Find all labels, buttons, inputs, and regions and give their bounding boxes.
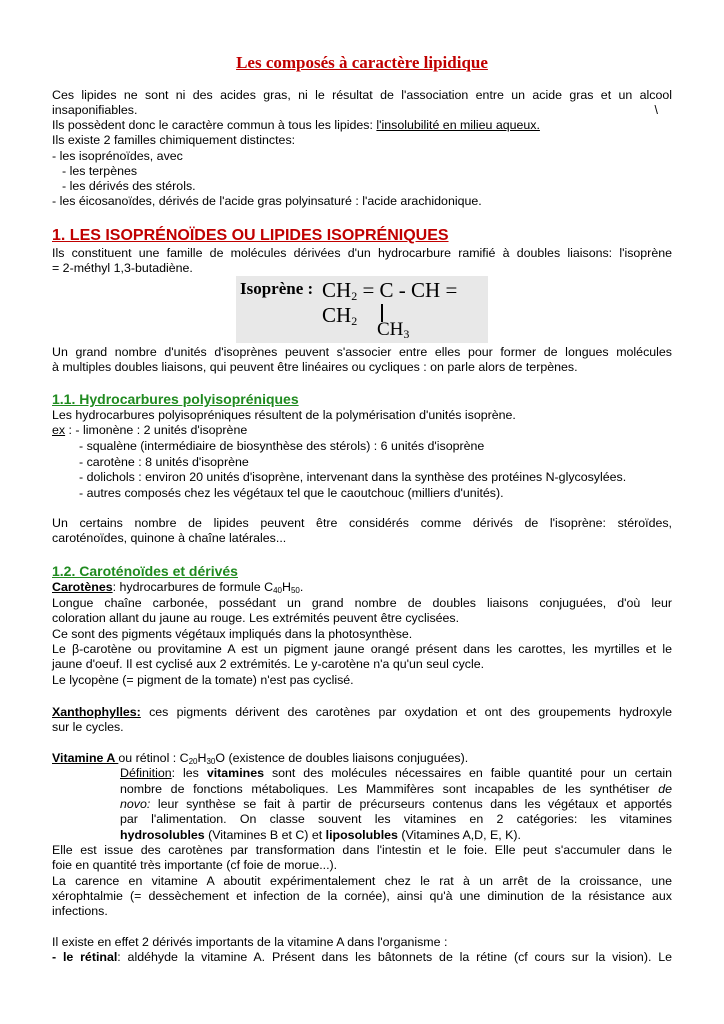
carotenes-text-6: Le lycopène (= pigment de la tomate) n'est pas cyclisé. — [52, 673, 354, 687]
carotenes-text-5: jaune d'oeuf. Il est cyclisé aux 2 extrémités. Le y-carotène n'a qu'un seul cycle. — [52, 657, 485, 671]
formula-part: = C - CH = CH — [322, 278, 458, 327]
formula-subscript: 50 — [290, 586, 300, 595]
vitamine-a-line — [52, 751, 672, 766]
stray-mark: \ — [654, 103, 658, 117]
vitamine-a-text-1: Elle est issue des carotènes par transformation dans l'intestin et le foie. Elle peut s'accumuler dans le — [52, 843, 672, 857]
s1-line-3: Un grand nombre d'unités d'isoprènes peuvent s'associer entre elles pour former de longues molécules — [52, 345, 672, 359]
definition-text: (Vitamines A,D, E, K). — [397, 828, 521, 842]
definition-keyword: liposolubles — [325, 828, 398, 842]
definition-line-5 — [120, 828, 672, 843]
xanthophylles-line-1 — [52, 705, 672, 720]
s11-line-1: Les hydrocarbures polyisopréniques résultent de la polymérisation d'unités isoprène. — [52, 408, 516, 422]
carotenes-text-4: Le β-carotène ou provitamine A est un pigment jaune orangé présent dans les carottes, les myrtilles et le — [52, 642, 672, 656]
section-1-2-heading: 1.2. Caroténoïdes et dérivés — [52, 563, 238, 579]
formula-subscript: 3 — [403, 327, 410, 341]
s1-line-4: à multiples doubles liaisons, qui peuvent être linéaires ou cycliques : on parle alors de terpènes. — [52, 360, 578, 374]
page-title: Les composés à caractère lipidique — [236, 53, 488, 72]
formula-subscript: 2 — [351, 289, 358, 303]
formula-methyl-branch — [377, 319, 409, 341]
carotenes-label: Carotènes — [52, 580, 113, 594]
definition-text: leur synthèse se fait à partir de précurseurs contenus dans les végétaux et apportés — [150, 797, 672, 811]
intro-line-1: Ces lipides ne sont ni des acides gras, ni le résultat de l'association entre un acide gras et un alcool — [52, 88, 672, 102]
definition-text: : les — [171, 766, 207, 780]
intro-text: Ils possèdent donc le caractère commun à tous les lipides: — [52, 118, 377, 132]
vitamine-a-text-4: xérophtalmie (= dessèchement et infection de la cornée), ainsi qu'à une diminution de la résistance aux — [52, 889, 672, 903]
definition-text: nombre de fonctions métaboliques. Les Mammifères sont incapables de les synthétiser — [120, 782, 659, 796]
definition-italic: novo: — [120, 797, 151, 811]
formula-part: CH — [322, 278, 352, 302]
formula-subscript: 30 — [206, 757, 216, 766]
s1-line-2: = 2-méthyl 1,3-butadiène. — [52, 261, 193, 275]
definition-line-3 — [120, 797, 672, 812]
definition-keyword: vitamines — [206, 766, 264, 780]
formula-colon: : — [303, 279, 314, 298]
formula-subscript: 2 — [351, 314, 358, 328]
carotenes-text-2: coloration allant du jaune au rouge. Les extrémités peuvent être cyclisées. — [52, 611, 460, 625]
formula-text: . — [299, 580, 304, 594]
definition-keyword: hydrosolubles — [120, 828, 205, 842]
isoprene-formula-figure — [236, 276, 488, 343]
formula-label-text: Isoprène — [240, 279, 304, 298]
insolubility-phrase: l'insolubilité en milieu aqueux. — [376, 118, 540, 132]
retinal-label: - le rétinal — [52, 950, 118, 964]
vitamine-a-text-5: infections. — [52, 904, 108, 918]
intro-line-4: Ils existe 2 familles chimiquement distinctes: — [52, 133, 296, 147]
example-text: : - limonène : 2 unités d'isoprène — [65, 423, 248, 437]
definition-text: sont des molécules nécessaires en faible quantité pour un certain — [264, 766, 672, 780]
definition-text: (Vitamines B et C) et — [204, 828, 326, 842]
definition-italic: de — [658, 782, 672, 796]
formula-text: ou rétinol : C — [118, 751, 189, 765]
definition-line-1 — [120, 766, 672, 781]
example-label: ex — [52, 423, 66, 437]
derives-line-2 — [52, 950, 672, 965]
s11-item: - carotène : 8 unités d'isoprène — [79, 455, 249, 469]
formula-label — [240, 279, 313, 299]
s11-para-line-2: caroténoïdes, quinone à chaîne latérales... — [52, 531, 287, 545]
carotenes-line — [52, 580, 672, 595]
vitamine-a-label: Vitamine A — [52, 751, 119, 765]
formula-text: O (existence de doubles liaisons conjuguées). — [215, 751, 469, 765]
definition-line-2 — [120, 782, 672, 797]
intro-line-8: - les éicosanoïdes, dérivés de l'acide gras polyinsaturé : l'acide arachidonique. — [52, 194, 482, 208]
s11-para-line-1: Un certains nombre de lipides peuvent être considérés comme dérivés de l'isoprène: stéroïdes, — [52, 516, 672, 530]
formula-part: CH — [377, 319, 404, 340]
intro-line-2 — [52, 103, 672, 118]
formula-text: : hydrocarbures de formule C — [112, 580, 274, 594]
section-1-1-heading: 1.1. Hydrocarbures polyisopréniques — [52, 391, 299, 407]
intro-line-3 — [52, 118, 672, 133]
carotenes-text-1: Longue chaîne carbonée, possédant un grand nombre de doubles liaisons conjuguées, d'où leur — [52, 596, 672, 610]
s1-line-1: Ils constituent une famille de molécules dérivées d'un hydrocarbure ramifié à doubles liaisons: l'isoprène — [52, 246, 672, 260]
formula-subscript: 40 — [273, 586, 282, 595]
derives-line-1: Il existe en effet 2 dérivés importants de la vitamine A dans l'organisme : — [52, 935, 448, 949]
vitamine-a-text-3: La carence en vitamine A aboutit expérimentalement chez le rat à un arrêt de la croissance, une — [52, 874, 672, 888]
s11-example-line — [52, 423, 672, 438]
definition-label: Définition — [120, 766, 172, 780]
s11-item: - squalène (intermédiaire de biosynthèse des stérols) : 6 unités d'isoprène — [79, 439, 485, 453]
intro-line-5: - les isoprénoïdes, avec — [52, 149, 183, 163]
formula-text: H — [281, 580, 291, 594]
definition-line-4: par l'alimentation. On classe souvent les vitamines en 2 catégories: les vitamines — [120, 812, 672, 826]
s11-item: - autres composés chez les végétaux tel que le caoutchouc (milliers d'unités). — [79, 486, 504, 500]
formula-text: H — [197, 751, 207, 765]
carotenes-text-3: Ce sont des pigments végétaux impliqués dans la photosynthèse. — [52, 627, 413, 641]
intro-text: insaponifiables. — [52, 103, 138, 117]
section-1-heading: 1. LES ISOPRÉNOÏDES OU LIPIDES ISOPRÉNIQUES — [52, 227, 449, 244]
xanthophylles-text: ces pigments dérivent des carotènes par oxydation et ont des groupements hydroxyle — [140, 705, 672, 719]
s11-item: - dolichols : environ 20 unités d'isoprène, intervenant dans la synthèse des protéines N-glycosylées. — [79, 470, 627, 484]
xanthophylles-label: Xanthophylles: — [52, 705, 141, 719]
retinal-text: : aldéhyde la vitamine A. Présent dans les bâtonnets de la rétine (cf cours sur la vision). Le — [117, 950, 672, 964]
formula-subscript: 20 — [188, 757, 198, 766]
intro-line-7: - les dérivés des stérols. — [62, 179, 196, 193]
vitamine-a-text-2: foie en quantité très importante (cf foie de morue...). — [52, 858, 338, 872]
xanthophylles-line-2: sur le cycles. — [52, 720, 124, 734]
intro-line-6: - les terpènes — [62, 164, 138, 178]
